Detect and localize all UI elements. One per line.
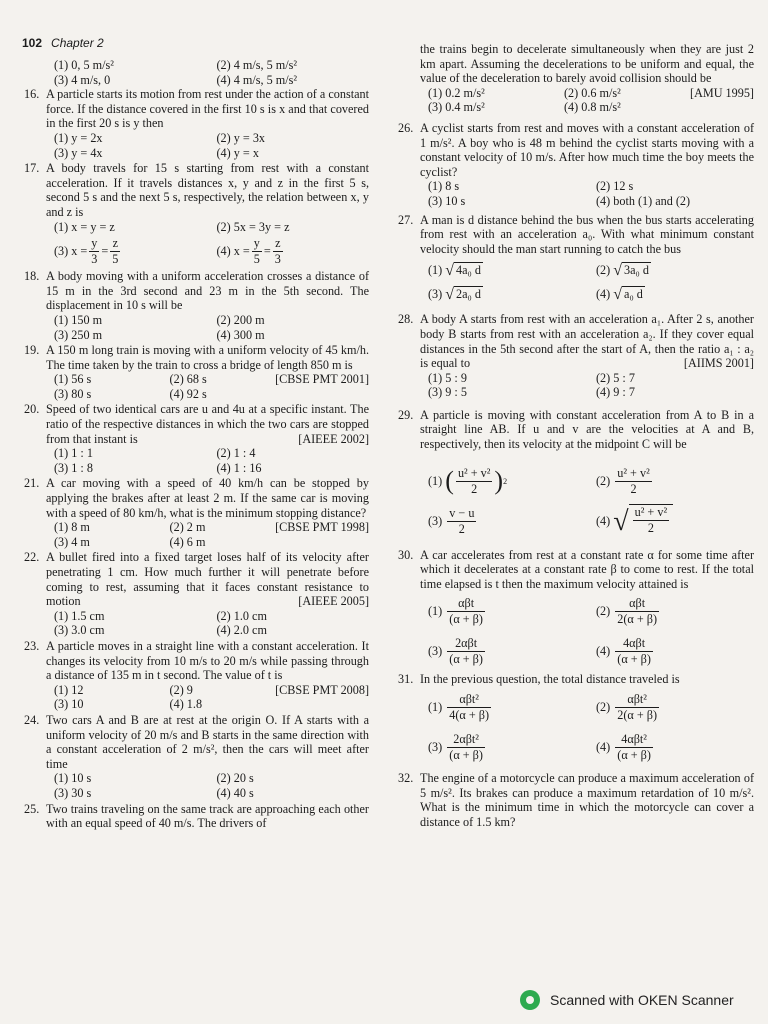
option: (1) y = 2x: [54, 130, 103, 145]
question-number: 30.: [398, 547, 414, 562]
option: (2) $\frac{\text{αβt}}{2(\alpha + \beta)}$: [596, 595, 658, 626]
option: (1) 0.2 m/s²: [428, 85, 485, 100]
page-header: [22, 36, 104, 51]
question-text: A particle moves in a straight line with a constant acceleration. It changes its velocity from 10 m/s to 20 m/s while passing through a distance of 135 m in t second. The value of t is: [46, 638, 369, 683]
exam-source: [AIEEE 2002]: [298, 431, 369, 446]
question-text: A particle starts its motion from rest under the action of a constant force. If the distance covered in the first 10 s is x and that covered in the first 20 s is y then: [46, 87, 369, 131]
question-text: A body moving with a uniform acceleration crosses a distance of 15 m in the 3rd second and 23 m in the 5th second. The displacement in 10 s will be: [46, 269, 369, 313]
left-column: [24, 58, 369, 832]
question-text: A body A starts from rest with an acceleration a₁. After 2 s, another body B starts from rest with an acceleration a₂. If they cover equal distances in the 5th second after the start of A, then the ratio a₁ : a₂ is equal to: [420, 312, 754, 371]
watermark-text: Scanned with OKEN Scanner: [550, 991, 734, 1008]
option: (4) $\frac{\text{4αβt}}{(\alpha + \beta)}$: [596, 635, 651, 666]
question-18: [24, 269, 369, 342]
question-26: [398, 121, 754, 209]
option: (1) 10 s: [54, 771, 92, 786]
question-text: the trains begin to decelerate simultaneously when they are just 2 km apart. Assuming the decelerations to be uniform and equal, the value of the deceleration to barely avoid collision should be: [420, 42, 754, 86]
option: (2) 20 s: [216, 771, 254, 786]
question-29: [398, 408, 754, 542]
option: (1) 8 s: [428, 179, 460, 194]
option: (3) 0.4 m/s²: [428, 100, 485, 115]
option: (2) 4 m/s, 5 m/s²: [216, 58, 298, 72]
question-number: 17.: [24, 161, 40, 176]
option: (3) 10 s: [428, 193, 466, 208]
option: (1) 8 m: [54, 520, 90, 535]
question-28: [398, 312, 754, 400]
option: (2) 5x = 3y = z: [216, 219, 290, 234]
option: (1) 12: [54, 682, 84, 697]
page-number: 102: [22, 36, 43, 50]
option: (2) 200 m: [216, 312, 265, 327]
option: (4) x = $\frac{y}{5}$ = $\frac{z}{3}$: [216, 235, 281, 266]
question-30: [398, 548, 754, 672]
option: (4) 9 : 7: [596, 385, 635, 400]
exam-source: [AIEEE 2005]: [298, 594, 369, 609]
scanner-watermark: [520, 990, 734, 1010]
question-text: A 150 m long train is moving with a uniform velocity of 45 km/h. The time taken by the train to cross a bridge of length 850 m is: [46, 343, 369, 372]
question-number: 27.: [398, 212, 414, 227]
question-21: [24, 476, 369, 549]
question-number: 29.: [398, 407, 414, 422]
option: (1) 1.5 cm: [54, 608, 105, 623]
question-23: [24, 639, 369, 712]
q15-options: [24, 58, 369, 87]
question-text: A cyclist starts from rest and moves with a constant acceleration of 1 m/s². A boy who is 48 m behind the cyclist starts moving with a constant velocity of 10 m/s. After how much time the boy meets the cyclist?: [420, 120, 754, 179]
option: (1) ( $\frac{\text{u² + v²}}{2}$ ) 2: [428, 466, 508, 497]
option: (3) 250 m: [54, 327, 103, 342]
option: (1) 1 : 1: [54, 446, 93, 461]
option: (1) $\frac{\text{αβt²}}{4(\alpha + \beta)}$: [428, 691, 490, 722]
option: (2) $\frac{\text{u² + v²}}{2}$: [596, 466, 650, 497]
option: (4) 300 m: [216, 327, 265, 342]
question-24: [24, 713, 369, 801]
question-text: The engine of a motorcycle can produce a maximum acceleration of 5 m/s². Its brakes can produce a maximum retardation of 10 m/s². What is the minimum time in which the motorcycle can cover a distance of 1.5 km?: [420, 771, 754, 829]
exam-source: [AIIMS 2001]: [683, 356, 754, 371]
option: (1) x = y = z: [54, 219, 115, 234]
option: (3) 4 m: [54, 534, 90, 549]
option: (4) 4 m/s, 5 m/s²: [216, 72, 298, 87]
exam-source: [AMU 1995]: [690, 85, 754, 100]
question-text: Two cars A and B are at rest at the origin O. If A starts with a uniform velocity of 20 m/s and B starts in the same direction with a constant acceleration of 2 m/s², then the cars will meet after time: [46, 712, 369, 771]
question-text: A bullet fired into a fixed target loses half of its velocity after penetrating 1 cm. How much further it will penetrate before coming to rest, assuming that it faces constant resistance to motion: [46, 550, 369, 609]
option: (4) 40 s: [216, 785, 254, 800]
question-number: 21.: [24, 476, 40, 491]
question-27: [398, 213, 754, 305]
option: (4) √ a₀ d: [596, 286, 643, 304]
option: (2) 0.6 m/s²: [564, 85, 621, 100]
option: (3) 10: [54, 697, 84, 712]
option: (4) 92 s: [169, 386, 207, 401]
exam-source: [CBSE PMT 1998]: [275, 520, 369, 535]
question-text: Two trains traveling on the same track are approaching each other with an equal speed of 40 m/s. The drivers of: [46, 801, 369, 831]
option: (3) 30 s: [54, 785, 92, 800]
question-25-continued: [398, 42, 754, 115]
option: (2) 5 : 7: [596, 370, 635, 385]
question-20: [24, 402, 369, 475]
option: (2) 1.0 cm: [216, 608, 267, 623]
option: (3) 1 : 8: [54, 460, 93, 475]
option: (4) 6 m: [169, 534, 206, 549]
option: (3) $\frac{\text{2αβt²}}{(\alpha + \beta)}$: [428, 731, 483, 762]
question-number: 22.: [24, 550, 40, 565]
option: (1) √ 4a₀ d: [428, 262, 481, 280]
chapter-title: Chapter 2: [51, 36, 104, 50]
question-number: 16.: [24, 87, 40, 102]
option: (4) √ $\frac{\text{u² + v²}}{2}$: [596, 502, 754, 542]
question-number: 20.: [24, 402, 40, 417]
right-column: [398, 42, 754, 830]
option: (3) x = $\frac{y}{3}$ = $\frac{z}{5}$: [54, 235, 119, 266]
option: (1) 56 s: [54, 372, 92, 387]
question-31: [398, 672, 754, 767]
question-text: A particle is moving with constant acceleration from A to B in a straight line AB. If u and v are the velocities at A and B, respectively, then its velocity at the midpoint C will be: [420, 407, 754, 452]
option: (3) $\frac{\text{2αβt}}{(\alpha + \beta)}$: [428, 635, 483, 666]
question-number: 23.: [24, 638, 40, 653]
question-number: 32.: [398, 771, 414, 786]
exam-source: [CBSE PMT 2008]: [275, 682, 369, 697]
option: (1) 150 m: [54, 312, 103, 327]
option: (3) 3.0 cm: [54, 623, 105, 638]
option: (1) 0, 5 m/s²: [54, 58, 114, 72]
option: (4) both (1) and (2): [596, 193, 691, 208]
option: (2) y = 3x: [216, 130, 266, 145]
question-16: [24, 87, 369, 160]
option: (4) 1.8: [169, 697, 203, 712]
option: (4) 0.8 m/s²: [564, 100, 621, 115]
option: (2) 2 m: [169, 520, 206, 535]
option: (4) 1 : 16: [216, 460, 262, 475]
question-number: 19.: [24, 343, 40, 358]
option: (3) √ 2a₀ d: [428, 286, 481, 304]
question-text: In the previous question, the total distance traveled is: [420, 672, 680, 687]
question-number: 25.: [24, 801, 40, 816]
question-17: [24, 161, 369, 268]
oken-logo-icon: [520, 990, 540, 1010]
option: (3) 4 m/s, 0: [54, 72, 111, 87]
question-number: 31.: [398, 672, 414, 687]
question-text: A car moving with a speed of 40 km/h can be stopped by applying the brakes after at least 2 m. If the same car is moving with a speed of 80 km/h, what is the minimum stopping distance?: [46, 476, 369, 520]
question-number: 26.: [398, 120, 414, 135]
option: (2) 1 : 4: [216, 446, 256, 461]
question-19: [24, 343, 369, 401]
option: (1) 5 : 9: [428, 370, 467, 385]
option: (4) $\frac{\text{4αβt²}}{(\alpha + \beta)}$: [596, 731, 651, 762]
question-number: 18.: [24, 269, 40, 284]
question-number: 28.: [398, 312, 414, 327]
option: (3) y = 4x: [54, 145, 103, 160]
exam-source: [CBSE PMT 2001]: [275, 372, 369, 387]
question-number: 24.: [24, 712, 40, 727]
question-25: [24, 802, 369, 831]
option: (4) y = x: [216, 145, 259, 160]
question-text: A man is d distance behind the bus when the bus starts accelerating from rest with an acceleration a₀. With what minimum constant velocity should the man start running to catch the bus: [420, 212, 754, 256]
question-text: A body travels for 15 s starting from rest with a constant acceleration. If it travels distances x, y and z in the first 5 s, second 5 s and the next 5 s, respectively, the relation between x, y and z is: [46, 161, 369, 219]
option: (3) 9 : 5: [428, 385, 467, 400]
option: (3) $\frac{v - u}{2}$: [428, 506, 475, 537]
option: (1) $\frac{\text{αβt}}{(\alpha + \beta)}$: [428, 595, 483, 626]
option: (2) $\frac{\text{αβt²}}{2(\alpha + \beta)}$: [596, 691, 658, 722]
option: (3) 80 s: [54, 386, 92, 401]
option: (2) 9: [169, 682, 193, 697]
option: (2) √ 3a₀ d: [596, 262, 649, 280]
question-text: A car accelerates from rest at a constant rate α for some time after which it decelerates at a constant rate β to come to rest. If the total time elapsed is t then the maximum velocity attained is: [420, 547, 754, 591]
question-text: Speed of two identical cars are u and 4u at a specific instant. The ratio of the respective distances in which the two cars are stopped from that instant is: [46, 402, 369, 446]
question-32: [398, 771, 754, 829]
option: (2) 12 s: [596, 179, 634, 194]
question-22: [24, 550, 369, 638]
option: (2) 68 s: [169, 372, 207, 387]
option: (4) 2.0 cm: [216, 623, 267, 638]
